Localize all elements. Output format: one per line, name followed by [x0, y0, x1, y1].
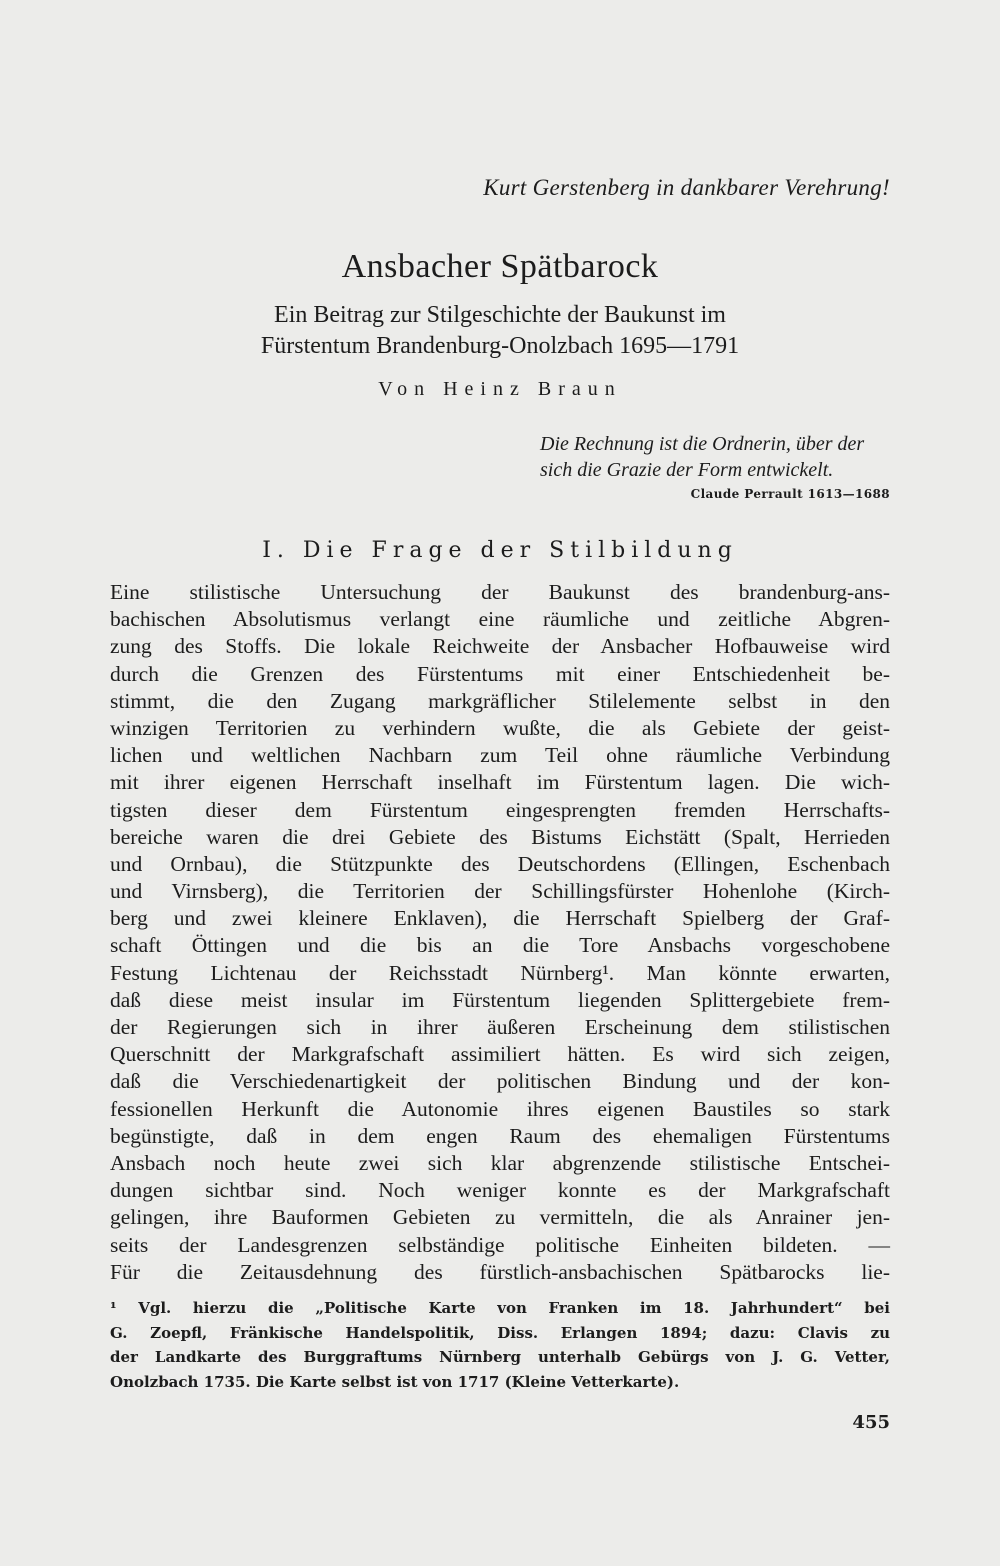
- body-line: Querschnitt der Markgrafschaft assimiliert hätten. Es wird sich zeigen,: [110, 1042, 890, 1067]
- article-subtitle: [0, 300, 1000, 362]
- body-line: schaft Öttingen und die bis an die Tore Ansbachs vorgeschobene: [110, 933, 890, 958]
- subtitle-line-2: Fürstentum Brandenburg-Onolzbach 1695—1791: [260, 333, 740, 359]
- subtitle-line-1: Ein Beitrag zur Stilgeschichte der Baukunst im: [274, 302, 726, 328]
- body-text: [110, 579, 890, 1286]
- page-number: 455: [852, 1412, 890, 1433]
- author-byline: Von Heinz Braun: [378, 378, 622, 400]
- body-line: dungen sichtbar sind. Noch weniger konnte es der Markgrafschaft: [110, 1178, 890, 1203]
- body-line: bereiche waren die drei Gebiete des Bistums Eichstätt (Spalt, Herrieden: [110, 824, 890, 849]
- body-line: und Ornbau), die Stützpunkte des Deutschordens (Ellingen, Eschenbach: [110, 851, 890, 876]
- body-line: stimmt, die den Zugang markgräflicher Stilelemente selbst in den: [110, 688, 890, 713]
- article-title: Ansbacher Spätbarock: [341, 248, 659, 285]
- body-line: lichen und weltlichen Nachbarn zum Teil ohne räumliche Verbindung: [110, 743, 890, 768]
- footnote-line: G. Zoepfl, Fränkische Handelspolitik, Diss. Erlangen 1894; dazu: Clavis zu: [110, 1323, 890, 1342]
- body-line: bachischen Absolutismus verlangt eine räumliche und zeitliche Abgren-: [110, 607, 890, 632]
- body-line: und Virnsberg), die Territorien der Schillingsfürster Hohenlohe (Kirch-: [110, 879, 890, 904]
- body-line: begünstigte, daß in dem engen Raum des ehemaligen Fürstentums: [110, 1123, 890, 1148]
- epigraph: [540, 431, 900, 483]
- footnotes: [110, 1296, 890, 1394]
- body-line: Festung Lichtenau der Reichsstadt Nürnberg¹. Man könnte erwarten,: [110, 960, 890, 985]
- footnote-line: der Landkarte des Burggraftums Nürnberg unterhalb Gebürgs von J. G. Vetter,: [110, 1348, 890, 1366]
- body-line: berg und zwei kleinere Enklaven), die Herrschaft Spielberg der Graf-: [110, 906, 890, 931]
- footnote-line: ¹ Vgl. hierzu die „Politische Karte von Franken im 18. Jahrhundert“ bei: [110, 1299, 890, 1317]
- epigraph-source: Claude Perrault 1613—1688: [690, 487, 890, 501]
- body-line: seits der Landesgrenzen selbständige politische Einheiten bildeten. —: [110, 1232, 890, 1257]
- body-line: zung des Stoffs. Die lokale Reichweite der Ansbacher Hofbauweise wird: [110, 634, 890, 659]
- body-line: mit ihrer eigenen Herrschaft inselhaft im Fürstentum lagen. Die wich-: [110, 770, 890, 795]
- body-line: durch die Grenzen des Fürstentums mit einer Entschiedenheit be-: [110, 661, 890, 686]
- section-heading: I. Die Frage der Stilbildung: [262, 538, 738, 563]
- body-line: Für die Zeitausdehnung des fürstlich-ansbachischen Spätbarocks lie-: [110, 1259, 890, 1284]
- body-line: daß diese meist insular im Fürstentum liegenden Splittergebiete frem-: [110, 987, 890, 1012]
- footnote-line: Onolzbach 1735. Die Karte selbst ist von 1717 (Kleine Vetterkarte).: [110, 1372, 680, 1391]
- body-line: der Regierungen sich in ihrer äußeren Erscheinung dem stilistischen: [110, 1015, 890, 1039]
- dedication: Kurt Gerstenberg in dankbarer Verehrung!: [483, 175, 890, 200]
- body-line: fessionellen Herkunft die Autonomie ihres eigenen Baustiles so stark: [110, 1096, 890, 1121]
- body-line: tigsten dieser dem Fürstentum eingesprengten fremden Herrschafts-: [110, 797, 890, 822]
- epigraph-line-1: Die Rechnung ist die Ordnerin, über der: [540, 433, 865, 455]
- body-line: Ansbach noch heute zwei sich klar abgrenzende stilistische Entschei-: [110, 1150, 890, 1175]
- epigraph-line-2: sich die Grazie der Form entwickelt.: [540, 459, 834, 481]
- body-line: gelingen, ihre Bauformen Gebieten zu vermitteln, die als Anrainer jen-: [110, 1205, 890, 1230]
- body-line: winzigen Territorien zu verhindern wußte, die als Gebiete der geist-: [110, 715, 890, 740]
- body-line: Eine stilistische Untersuchung der Baukunst des brandenburg-ans-: [110, 580, 890, 604]
- body-line: daß die Verschiedenartigkeit der politischen Bindung und der kon-: [110, 1069, 890, 1094]
